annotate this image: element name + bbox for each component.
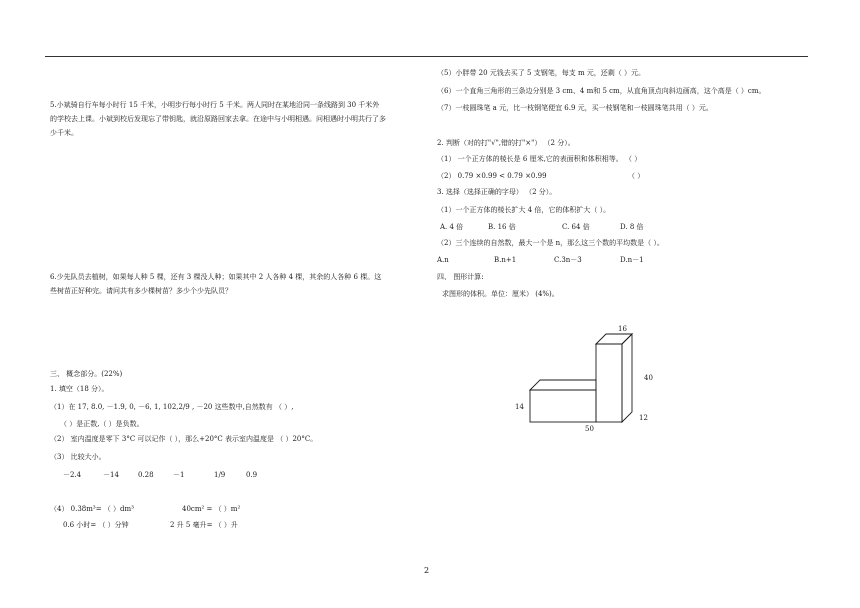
question-2: （2） 室内温度是零下 3°C 可以记作（ ），那么+20°C 表示室内温度是 （ ）20°C。 — [50, 435, 318, 443]
low-block-front — [530, 390, 596, 422]
compare-value: －1 — [173, 471, 185, 479]
choice-2-option: B.n+1 — [494, 256, 517, 264]
choice-1: （1）一个正方体的棱长扩大 4 倍，它的体积扩大（ ）。 — [437, 206, 611, 214]
section-4-sub: 求图形的体积。单位：厘米） (4%)。 — [442, 290, 559, 298]
judge-heading: 2. 判断（对的打"√",错的打"×"） （2 分）。 — [437, 139, 575, 147]
question-4d: 2 升 5 毫升= （ ）升 — [170, 521, 238, 529]
tall-block-front — [596, 344, 622, 422]
question-1: （1）在 17, 8.0, －1.9, 0, －6, 1, 102,2/9 , －20 这些数中,自然数有 （ ）, — [50, 403, 294, 411]
compare-value: 0.28 — [138, 471, 154, 479]
question-1-cont: （ ）是正数,（ ）是负数。 — [60, 420, 144, 428]
compare-value: －14 — [103, 471, 119, 479]
choice-1-option: B. 16 倍 — [488, 223, 516, 231]
low-block-top — [530, 380, 596, 390]
choice-heading: 3. 选择（选择正确的字母） （2 分）。 — [437, 188, 557, 196]
dim-depth: 12 — [639, 414, 648, 422]
compare-value: 1/9 — [214, 471, 226, 479]
choice-1-option: A. 4 倍 — [440, 223, 464, 231]
problem-5: 5.小斌骑自行车每小时行 15 千米，小明步行每小时行 5 千米。两人同时在某地沿同一条线路到 30 千米外的学校去上课。小斌到校后发现忘了带钥匙，就沿原路回家去拿。在途中与小明相遇。问相遇时小明共行了多少千米。 — [50, 101, 386, 137]
tall-block-side — [622, 334, 632, 422]
compare-value: －2.4 — [63, 471, 82, 479]
header-rule — [45, 56, 808, 57]
section-3-heading: 三、 概念部分。(22%) — [50, 370, 123, 378]
question-4c: 0.6 小时= （ ）分钟 — [63, 521, 129, 529]
question-r7: （7）一枝圆珠笔 a 元，比一枝钢笔便宜 6.9 元，买一枝钢笔和一枝圆珠笔共用（ ）元。 — [437, 104, 713, 112]
question-4b: 40cm² = （ ）m² — [182, 505, 241, 513]
choice-2-option: D.n－1 — [620, 256, 644, 264]
choice-1-option: D. 8 倍 — [620, 223, 644, 231]
question-3: （3） 比较大小。 — [50, 453, 106, 461]
judge-1: （1） 一个正方体的棱长是 6 厘米,它的表面积和体积相等。 （ ） — [437, 155, 642, 163]
fill-blank-heading: 1. 填空（18 分）。 — [50, 385, 109, 393]
choice-1-option: C. 64 倍 — [562, 223, 590, 231]
dim-bottom: 50 — [585, 425, 594, 433]
solid-figure — [505, 318, 665, 438]
problem-6: 6.少先队员去植树，如果每人种 5 棵，还有 3 棵没人种；如果其中 2 人各种 4 棵，其余的人各种 6 棵。这些树苗正好种完。请问共有多少棵树苗？多少个少先队员？ — [50, 273, 382, 295]
compare-value: 0.9 — [246, 471, 258, 479]
question-r6: （6）一个直角三角形的三条边分别是 3 cm、4 m和 5 cm，从直角顶点向斜边画高，这个高是（ ）cm。 — [437, 87, 766, 95]
question-4a: （4） 0.38m³= （ ）dm³ — [50, 505, 134, 513]
dim-right: 40 — [644, 374, 653, 382]
choice-2-option: A.n — [437, 256, 449, 264]
dim-top: 16 — [618, 325, 627, 333]
choice-2-option: C.3n－3 — [554, 256, 582, 264]
question-r5: （5）小胖带 20 元钱去买了 5 支钢笔，每支 m 元，还剩（ ）元。 — [437, 69, 646, 77]
section-4-heading: 四、 图形计算: — [437, 273, 484, 281]
page-number: 2 — [424, 566, 430, 575]
judge-2: （2） 0.79 ×0.99 < 0.79 ×0.99 — [437, 172, 547, 180]
choice-2: （2）三个连续的自然数，最大一个是 n，那么这三个数的平均数是（ ）。 — [437, 239, 664, 247]
judge-2-blank: （ ） — [628, 172, 645, 180]
dim-left: 14 — [515, 403, 524, 411]
